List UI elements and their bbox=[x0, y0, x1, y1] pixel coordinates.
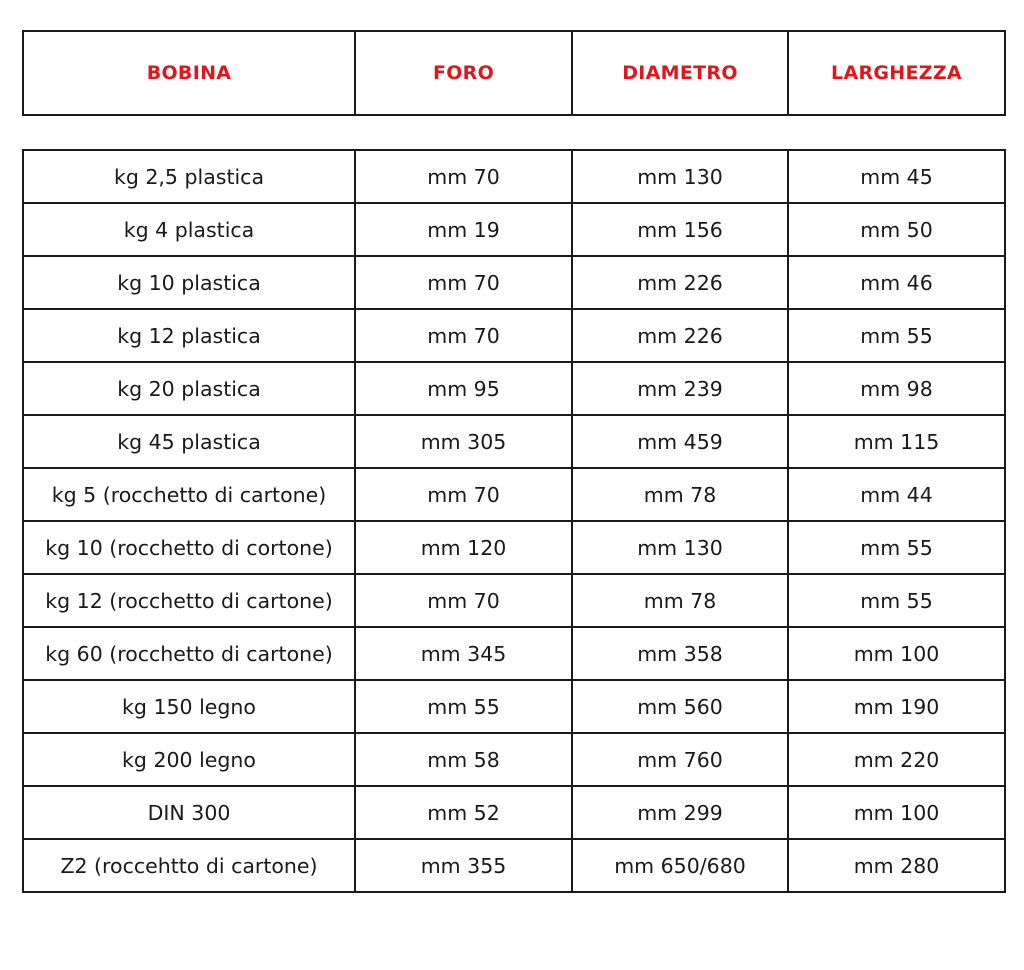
diametro-cell: mm 760 bbox=[572, 733, 788, 786]
table-row bbox=[23, 309, 1005, 362]
bobina-cell: kg 10 (rocchetto di cortone) bbox=[23, 521, 355, 574]
bobina-cell: kg 200 legno bbox=[23, 733, 355, 786]
larghezza-cell: mm 44 bbox=[788, 468, 1005, 521]
diametro-cell: mm 459 bbox=[572, 415, 788, 468]
larghezza-cell: mm 100 bbox=[788, 627, 1005, 680]
bobina-cell: kg 45 plastica bbox=[23, 415, 355, 468]
foro-cell: mm 52 bbox=[355, 786, 572, 839]
bobina-cell: Z2 (roccehtto di cartone) bbox=[23, 839, 355, 892]
larghezza-cell: mm 98 bbox=[788, 362, 1005, 415]
larghezza-cell: mm 45 bbox=[788, 150, 1005, 203]
diametro-cell: mm 299 bbox=[572, 786, 788, 839]
larghezza-cell: mm 55 bbox=[788, 574, 1005, 627]
diametro-cell: mm 650/680 bbox=[572, 839, 788, 892]
table-row bbox=[23, 839, 1005, 892]
larghezza-cell: mm 50 bbox=[788, 203, 1005, 256]
larghezza-cell: mm 55 bbox=[788, 309, 1005, 362]
table-row bbox=[23, 150, 1005, 203]
bobina-cell: kg 5 (rocchetto di cartone) bbox=[23, 468, 355, 521]
spool-table bbox=[22, 149, 1006, 893]
table-row bbox=[23, 627, 1005, 680]
diametro-cell: mm 156 bbox=[572, 203, 788, 256]
table-row bbox=[23, 574, 1005, 627]
diametro-cell: mm 78 bbox=[572, 468, 788, 521]
larghezza-cell: mm 55 bbox=[788, 521, 1005, 574]
bobina-cell: DIN 300 bbox=[23, 786, 355, 839]
larghezza-cell: mm 220 bbox=[788, 733, 1005, 786]
bobina-cell: kg 20 plastica bbox=[23, 362, 355, 415]
larghezza-cell: mm 115 bbox=[788, 415, 1005, 468]
foro-cell: mm 70 bbox=[355, 468, 572, 521]
bobina-cell: kg 10 plastica bbox=[23, 256, 355, 309]
header-diametro: DIAMETRO bbox=[572, 31, 788, 115]
foro-cell: mm 70 bbox=[355, 574, 572, 627]
foro-cell: mm 120 bbox=[355, 521, 572, 574]
bobina-cell: kg 12 (rocchetto di cartone) bbox=[23, 574, 355, 627]
foro-cell: mm 19 bbox=[355, 203, 572, 256]
header-foro: FORO bbox=[355, 31, 572, 115]
larghezza-cell: mm 280 bbox=[788, 839, 1005, 892]
table-row bbox=[23, 468, 1005, 521]
diametro-cell: mm 239 bbox=[572, 362, 788, 415]
table-row bbox=[23, 733, 1005, 786]
bobina-cell: kg 4 plastica bbox=[23, 203, 355, 256]
diametro-cell: mm 560 bbox=[572, 680, 788, 733]
foro-cell: mm 58 bbox=[355, 733, 572, 786]
bobina-cell: kg 12 plastica bbox=[23, 309, 355, 362]
header-row bbox=[23, 31, 1005, 115]
header-table bbox=[22, 30, 1006, 116]
table-row bbox=[23, 256, 1005, 309]
diametro-cell: mm 78 bbox=[572, 574, 788, 627]
foro-cell: mm 305 bbox=[355, 415, 572, 468]
table-row bbox=[23, 786, 1005, 839]
foro-cell: mm 95 bbox=[355, 362, 572, 415]
foro-cell: mm 55 bbox=[355, 680, 572, 733]
diametro-cell: mm 130 bbox=[572, 150, 788, 203]
foro-cell: mm 70 bbox=[355, 309, 572, 362]
diametro-cell: mm 358 bbox=[572, 627, 788, 680]
table-row bbox=[23, 362, 1005, 415]
bobina-cell: kg 2,5 plastica bbox=[23, 150, 355, 203]
header-larghezza: LARGHEZZA bbox=[788, 31, 1005, 115]
larghezza-cell: mm 46 bbox=[788, 256, 1005, 309]
table-row bbox=[23, 680, 1005, 733]
bobina-cell: kg 150 legno bbox=[23, 680, 355, 733]
diametro-cell: mm 226 bbox=[572, 256, 788, 309]
table-row bbox=[23, 521, 1005, 574]
foro-cell: mm 345 bbox=[355, 627, 572, 680]
table-row bbox=[23, 203, 1005, 256]
table-row bbox=[23, 415, 1005, 468]
foro-cell: mm 70 bbox=[355, 150, 572, 203]
header-bobina: BOBINA bbox=[23, 31, 355, 115]
larghezza-cell: mm 100 bbox=[788, 786, 1005, 839]
diametro-cell: mm 130 bbox=[572, 521, 788, 574]
foro-cell: mm 70 bbox=[355, 256, 572, 309]
diametro-cell: mm 226 bbox=[572, 309, 788, 362]
bobina-cell: kg 60 (rocchetto di cartone) bbox=[23, 627, 355, 680]
larghezza-cell: mm 190 bbox=[788, 680, 1005, 733]
foro-cell: mm 355 bbox=[355, 839, 572, 892]
